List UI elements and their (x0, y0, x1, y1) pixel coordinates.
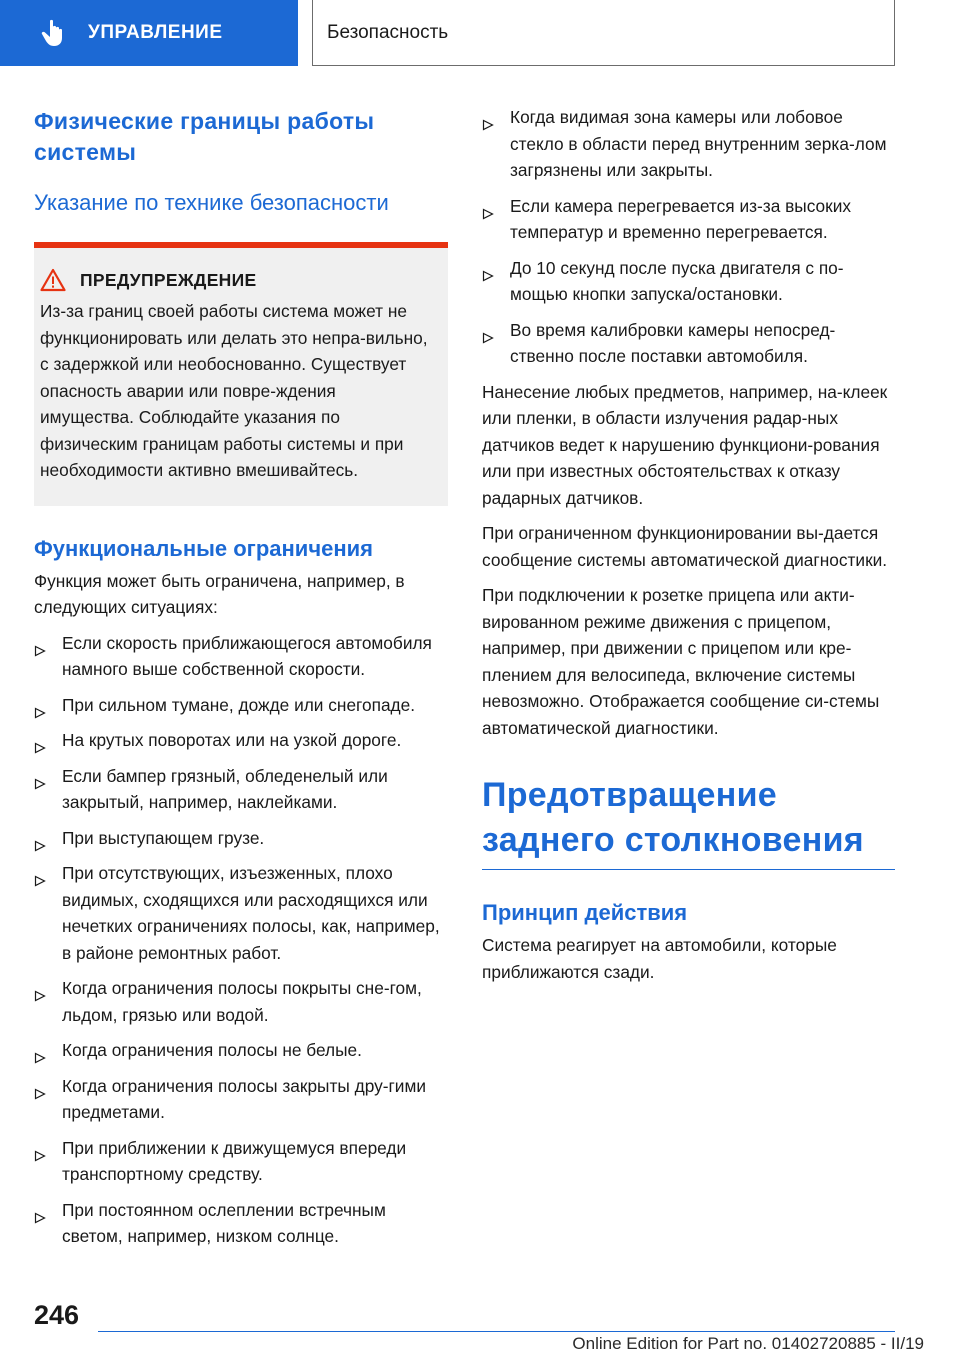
radar-paragraph: Нанесение любых предметов, например, на-клеек или пленки, в области излучения радар-ных датчиков ведет к нарушению функциони-рования или при известных обстоятельствах к отказу радарных датчиков. (482, 381, 888, 508)
triangle-bullet-icon (482, 201, 494, 213)
list-item: При сильном тумане, дожде или снегопаде. (34, 692, 448, 719)
heading-divider (482, 869, 895, 870)
list-item: Когда ограничения полосы закрыты дру-гими предметами. (34, 1073, 448, 1126)
safety-note-heading: Указание по технике безопасности (34, 190, 389, 215)
principle-heading: Принцип действия (482, 900, 688, 925)
section-title: Безопасность (327, 21, 449, 43)
triangle-bullet-icon (34, 833, 46, 845)
triangle-bullet-icon (482, 325, 494, 337)
functional-limits-intro: Функция может быть ограничена, например, в следующих ситуациях: (34, 570, 405, 617)
triangle-bullet-icon (34, 1205, 46, 1217)
list-item: При постоянном ослеплении встречным светом, например, низком солнце. (34, 1197, 448, 1250)
functional-limits-heading: Функциональные ограничения (34, 535, 373, 561)
left-column (34, 106, 448, 1250)
chapter-tab[interactable] (0, 0, 298, 66)
physical-limits-heading: Физические границы работы системы (34, 108, 375, 165)
triangle-bullet-icon (482, 263, 494, 275)
triangle-bullet-icon (34, 735, 46, 747)
list-item: Когда ограничения полосы не белые. (34, 1037, 448, 1064)
page-number: 246 (34, 1300, 80, 1330)
triangle-bullet-icon (34, 1143, 46, 1155)
trailer-paragraph: При подключении к розетке прицепа или акти-вированном режиме движения с прицепом, например, при движении с прицепом или кре-плением для велосипеда, включение системы невозможно. Отображается сообщение си-стемы автоматической диагностики. (482, 585, 880, 738)
list-item: При выступающем грузе. (34, 825, 448, 852)
list-item: Если бампер грязный, обледенелый или закрытый, например, наклейками. (34, 763, 448, 816)
triangle-bullet-icon (482, 112, 494, 124)
list-item: При отсутствующих, изъезженных, плохо видимых, сходящихся или расходящихся или нечетких ограничениях полосы, как, например, в районе ремонтных работ. (34, 860, 448, 966)
footer-edition: Online Edition for Part no. 01402720885 - II/19 (572, 1334, 924, 1353)
warning-header (40, 268, 434, 292)
list-item: Если камера перегревается из-за высоких температур и временно перегревается. (482, 193, 895, 246)
hand-touch-icon (38, 17, 70, 49)
list-item: Когда видимая зона камеры или лобовое стекло в области перед внутренним зерка-лом загрязнены или закрыты. (482, 104, 895, 184)
triangle-bullet-icon (34, 771, 46, 783)
warning-text: Из-за границ своей работы система может не функционировать или делать это непра-вильно, с задержкой или необоснованно. Существует опасность аварии или повре-ждения имущества. Соблюдайте указания по физическим границам работы системы и при необходимости активно вмешивайтесь. (40, 301, 428, 480)
list-item: До 10 секунд после пуска двигателя с по-мощью кнопки запуска/остановки. (482, 255, 895, 308)
list-item: При приближении к движущемуся впереди транспортному средству. (34, 1135, 448, 1188)
right-column (482, 104, 895, 985)
triangle-bullet-icon (34, 638, 46, 650)
triangle-bullet-icon (34, 983, 46, 995)
footer-divider (98, 1331, 895, 1332)
triangle-bullet-icon (34, 868, 46, 880)
warning-triangle-icon (40, 268, 66, 292)
principle-text: Система реагирует на автомобили, которые приближаются сзади. (482, 935, 837, 982)
list-item: Во время калибровки камеры непосред-ственно после поставки автомобиля. (482, 317, 895, 370)
chapter-tab-label: УПРАВЛЕНИЕ (88, 22, 223, 43)
warning-title: ПРЕДУПРЕЖДЕНИЕ (80, 269, 257, 290)
list-item: На крутых поворотах или на узкой дороге. (34, 727, 448, 754)
triangle-bullet-icon (34, 1045, 46, 1057)
warning-box (34, 242, 448, 506)
list-item: Когда ограничения полосы покрыты сне-гом, льдом, грязью или водой. (34, 975, 448, 1028)
triangle-bullet-icon (34, 1081, 46, 1093)
diagnosis-paragraph: При ограниченном функционировании вы-дается сообщение системы автоматической диагностики. (482, 523, 888, 570)
list-item: Если скорость приближающегося автомобиля намного выше собственной скорости. (34, 630, 448, 683)
right-limit-list (482, 104, 895, 370)
section-header (312, 0, 895, 66)
left-limit-list (34, 630, 448, 1250)
triangle-bullet-icon (34, 700, 46, 712)
rear-collision-heading: Предотвращение заднего столкновения (482, 776, 864, 859)
